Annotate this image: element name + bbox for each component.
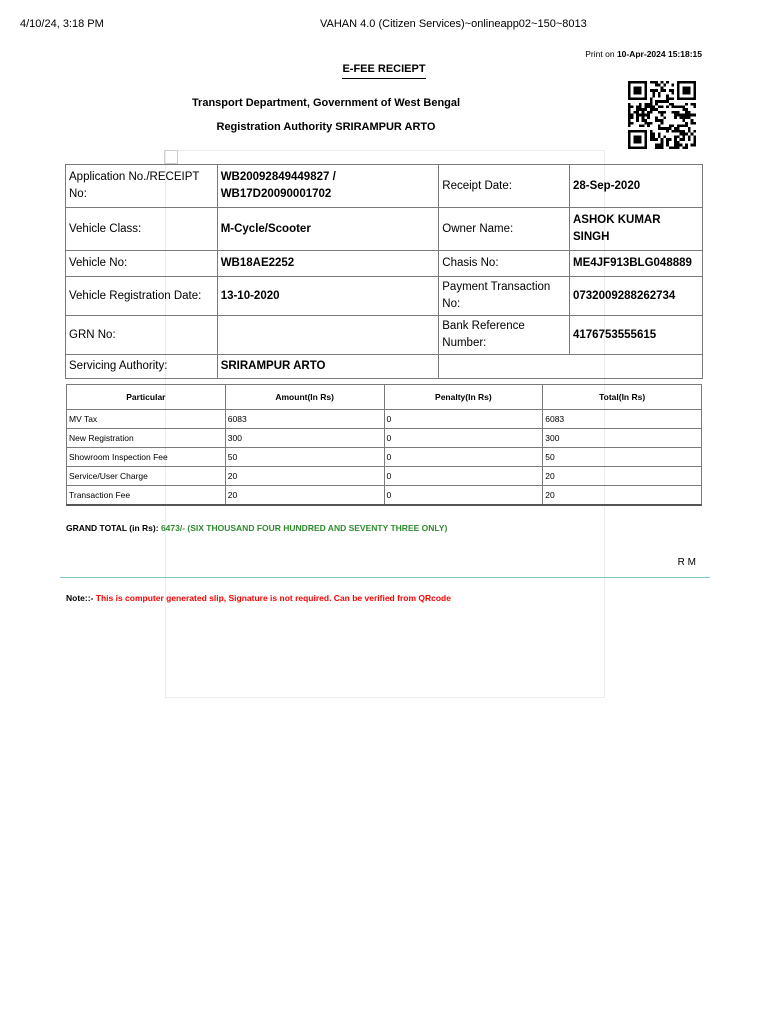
- vehicle-no-label: Vehicle No:: [66, 251, 218, 277]
- receipt-date-value: 28-Sep-2020: [570, 165, 703, 208]
- table-row: [66, 277, 703, 316]
- table-row: [67, 448, 702, 467]
- chasis-no-value: ME4JF913BLG048889: [570, 251, 703, 277]
- table-row: [67, 486, 702, 506]
- note-label: Note::-: [66, 593, 94, 603]
- table-row: [66, 251, 703, 277]
- payment-transaction-value: 0732009288262734: [570, 277, 703, 316]
- servicing-authority-label: Servicing Authority:: [66, 355, 218, 379]
- department-name: Transport Department, Government of West Bengal: [191, 97, 461, 109]
- fee-amount: 20: [225, 467, 384, 486]
- fee-header-row: [67, 385, 702, 410]
- fee-amount: 20: [225, 486, 384, 506]
- registration-date-value: 13-10-2020: [217, 277, 439, 316]
- empty-cell: [439, 355, 703, 379]
- divider: [60, 577, 710, 578]
- servicing-authority-value: SRIRAMPUR ARTO: [217, 355, 439, 379]
- fee-total: 20: [543, 467, 702, 486]
- fee-particular: Service/User Charge: [67, 467, 226, 486]
- note-text: This is computer generated slip, Signature is not required. Can be verified from QRcode: [95, 593, 451, 603]
- fee-amount: 6083: [225, 410, 384, 429]
- fee-amount: 300: [225, 429, 384, 448]
- print-datetime: 4/10/24, 3:18 PM: [20, 18, 104, 30]
- grn-label: GRN No:: [66, 316, 218, 355]
- fee-penalty: 0: [384, 410, 543, 429]
- grand-total-label: GRAND TOTAL (in Rs):: [66, 523, 159, 533]
- fee-penalty: 0: [384, 429, 543, 448]
- vehicle-no-value: WB18AE2252: [217, 251, 439, 277]
- owner-name-label: Owner Name:: [439, 208, 570, 251]
- receipt-date-label: Receipt Date:: [439, 165, 570, 208]
- fee-particular: MV Tax: [67, 410, 226, 429]
- table-row: [66, 316, 703, 355]
- qr-code-icon: [628, 80, 696, 150]
- registration-date-label: Vehicle Registration Date:: [66, 277, 218, 316]
- note: [66, 593, 451, 603]
- vehicle-class-label: Vehicle Class:: [66, 208, 218, 251]
- registration-authority: Registration Authority SRIRAMPUR ARTO: [216, 121, 436, 133]
- table-row: [67, 410, 702, 429]
- fee-amount: 50: [225, 448, 384, 467]
- application-label: Application No./RECEIPT No:: [66, 165, 218, 208]
- bank-reference-value: 4176753555615: [570, 316, 703, 355]
- grand-total-value: 6473/- (SIX THOUSAND FOUR HUNDRED AND SEVENTY THREE ONLY): [160, 523, 448, 533]
- fee-penalty: 0: [384, 486, 543, 506]
- receipt-title: E-FEE RECIEPT: [0, 63, 768, 75]
- fee-total: 6083: [543, 410, 702, 429]
- table-row: [66, 165, 703, 208]
- broken-image-icon: [164, 150, 178, 164]
- application-value: WB20092849449827 / WB17D20090001702: [217, 165, 439, 208]
- bank-reference-label: Bank Reference Number:: [439, 316, 570, 355]
- table-row: [67, 467, 702, 486]
- table-row: [66, 355, 703, 379]
- column-header-particular: Particular: [67, 385, 226, 410]
- table-row: [66, 208, 703, 251]
- grn-value: [217, 316, 439, 355]
- officer-initials: R M: [677, 557, 696, 568]
- fee-particular: Showroom Inspection Fee: [67, 448, 226, 467]
- app-title: VAHAN 4.0 (Citizen Services)~onlineapp02~150~8013: [320, 18, 587, 30]
- chasis-no-label: Chasis No:: [439, 251, 570, 277]
- fee-particular: Transaction Fee: [67, 486, 226, 506]
- print-on-label: Print on: [585, 49, 615, 59]
- fee-total: 300: [543, 429, 702, 448]
- column-header-penalty: Penalty(In Rs): [384, 385, 543, 410]
- print-on: [585, 49, 702, 59]
- column-header-total: Total(In Rs): [543, 385, 702, 410]
- fee-penalty: 0: [384, 448, 543, 467]
- fee-table: [66, 384, 702, 506]
- owner-name-value: ASHOK KUMAR SINGH: [570, 208, 703, 251]
- fee-total: 20: [543, 486, 702, 506]
- fee-particular: New Registration: [67, 429, 226, 448]
- vehicle-class-value: M-Cycle/Scooter: [217, 208, 439, 251]
- grand-total: [66, 523, 447, 533]
- table-row: [67, 429, 702, 448]
- fee-penalty: 0: [384, 467, 543, 486]
- payment-transaction-label: Payment Transaction No:: [439, 277, 570, 316]
- fee-total: 50: [543, 448, 702, 467]
- vehicle-info-table: [65, 164, 703, 379]
- column-header-amount: Amount(In Rs): [225, 385, 384, 410]
- print-on-value: 10-Apr-2024 15:18:15: [616, 49, 702, 59]
